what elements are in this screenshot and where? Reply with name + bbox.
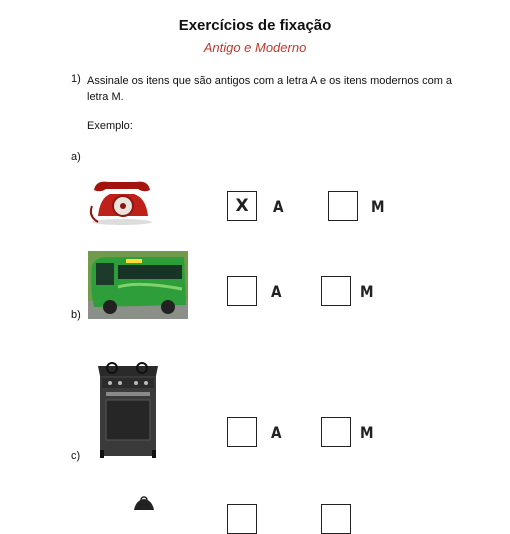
question-number: 1) — [71, 73, 81, 85]
item-a-checkbox-m[interactable] — [328, 191, 358, 221]
item-c-label: c) — [71, 450, 81, 462]
item-c-option-a-label: A — [271, 423, 282, 442]
red-rotary-telephone-image — [88, 176, 156, 226]
question-instructions: Assinale os itens que são antigos com a letra A e os itens modernos com a letra M. — [87, 75, 453, 103]
item-b-checkbox-a[interactable] — [227, 276, 257, 306]
item-c-option-m-label: M — [360, 423, 374, 442]
example-label: Exemplo: — [87, 120, 133, 132]
item-a-option-a-label: A — [273, 197, 284, 216]
item-c-checkbox-m[interactable] — [321, 417, 351, 447]
item-d-checkbox-a-partial[interactable] — [227, 504, 257, 534]
worksheet-subtitle: Antigo e Moderno — [203, 40, 307, 55]
item-b-option-a-label: A — [271, 282, 282, 301]
green-electric-bus-image — [88, 251, 188, 319]
item-d-checkbox-m-partial[interactable] — [321, 504, 351, 534]
item-b-checkbox-m[interactable] — [321, 276, 351, 306]
partial-item-image — [128, 494, 160, 510]
item-b-option-m-label: M — [360, 282, 374, 301]
item-a-checkbox-a[interactable]: X — [227, 191, 257, 221]
item-c-checkbox-a[interactable] — [227, 417, 257, 447]
worksheet-title: Exercícios de fixação — [178, 17, 332, 34]
gas-stove-image — [92, 358, 164, 460]
item-a-label: a) — [71, 151, 81, 163]
item-a-option-m-label: M — [371, 197, 385, 216]
item-b-label: b) — [71, 309, 81, 321]
